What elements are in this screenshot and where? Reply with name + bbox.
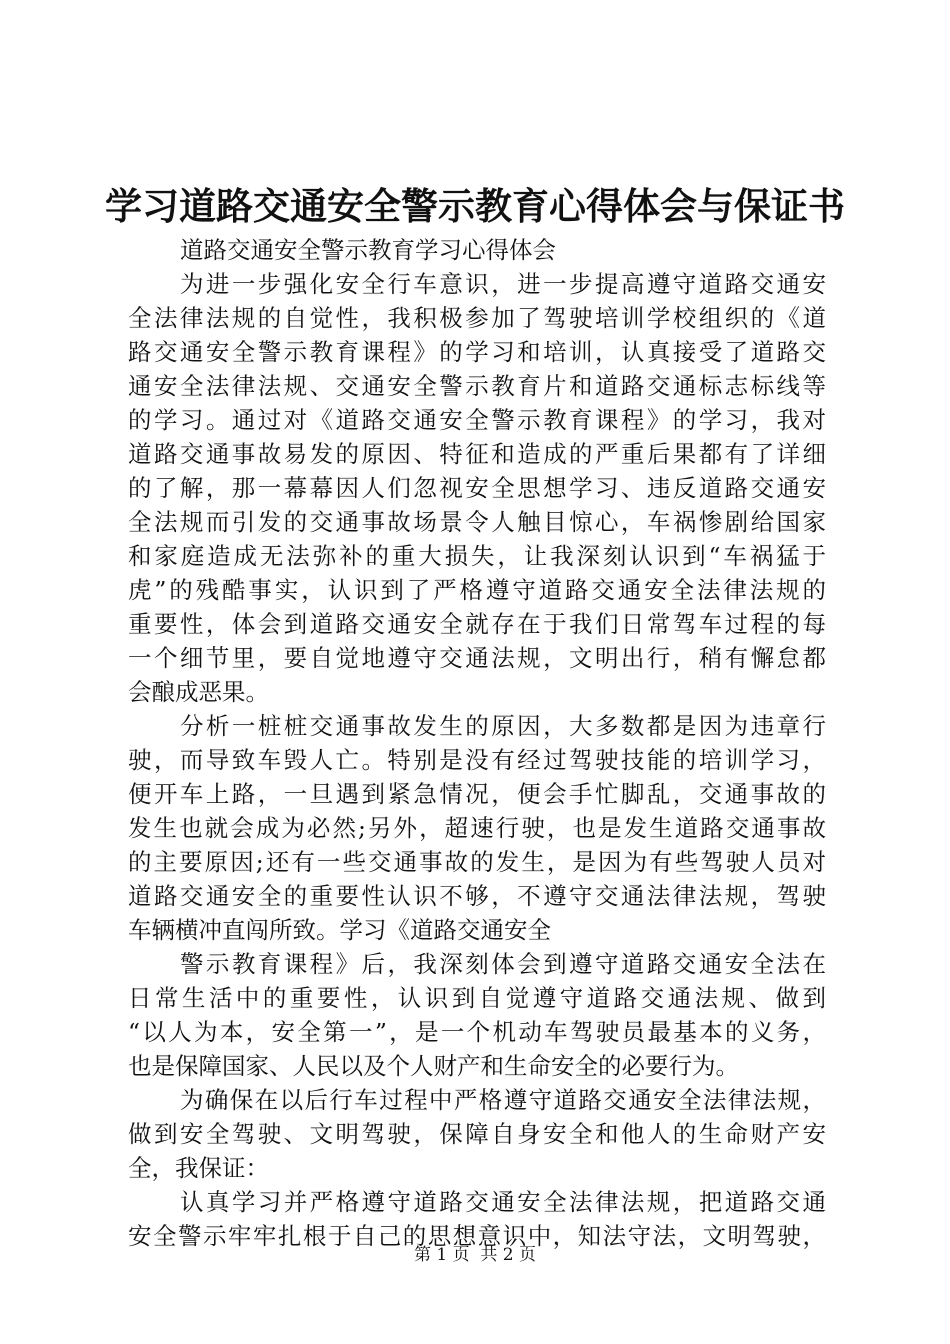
text-line: 重要性，体会到道路交通安全就存在于我们日常驾车过程的每 bbox=[128, 610, 826, 638]
text-line: 安全警示牢牢扎根于自己的思想意识中，知法守法，文明驾驶， bbox=[128, 1222, 826, 1250]
text-line: 日常生活中的重要性，认识到自觉遵守道路交通法规、做到 bbox=[128, 984, 826, 1012]
text-line: 的了解，那一幕幕因人们忽视安全思想学习、违反道路交通安 bbox=[128, 474, 826, 502]
text-line: 全法规而引发的交通事故场景令人触目惊心，车祸惨剧给国家 bbox=[128, 508, 826, 536]
text-line: 的学习。通过对《道路交通安全警示教育课程》的学习，我对 bbox=[128, 406, 826, 434]
text-line: 的主要原因;还有一些交通事故的发生，是因为有些驾驶人员对 bbox=[128, 848, 826, 876]
text-line: 分析一桩桩交通事故发生的原因，大多数都是因为违章行 bbox=[180, 712, 826, 740]
text-line: 认真学习并严格遵守道路交通安全法律法规，把道路交通 bbox=[180, 1188, 826, 1216]
document-title: 学习道路交通安全警示教育心得体会与保证书 bbox=[105, 184, 845, 228]
text-line: 一个细节里，要自觉地遵守交通法规，文明出行，稍有懈怠都 bbox=[128, 644, 826, 672]
text-line: 做到安全驾驶、文明驾驶，保障自身安全和他人的生命财产安 bbox=[128, 1120, 826, 1148]
text-line: 便开车上路，一旦遇到紧急情况，便会手忙脚乱，交通事故的 bbox=[128, 780, 826, 808]
text-line: 道路交通安全警示教育学习心得体会 bbox=[180, 236, 556, 264]
page-footer: 第 1 页 共 2 页 bbox=[413, 1245, 537, 1265]
text-line: 道路交通安全的重要性认识不够，不遵守交通法律法规，驾驶 bbox=[128, 882, 826, 910]
text-line: 和家庭造成无法弥补的重大损失，让我深刻认识到“车祸猛于 bbox=[128, 542, 826, 570]
text-line: 警示教育课程》后，我深刻体会到遵守道路交通安全法在 bbox=[180, 950, 826, 978]
document-body bbox=[128, 233, 826, 1253]
text-line: 路交通安全警示教育课程》的学习和培训，认真接受了道路交 bbox=[128, 338, 826, 366]
text-line: 为进一步强化安全行车意识，进一步提高遵守道路交通安 bbox=[180, 270, 826, 298]
text-line: 会酿成恶果。 bbox=[128, 678, 269, 706]
text-line: 为确保在以后行车过程中严格遵守道路交通安全法律法规， bbox=[180, 1086, 826, 1114]
text-line: “以人为本，安全第一”，是一个机动车驾驶员最基本的义务， bbox=[128, 1018, 826, 1046]
text-line: 也是保障国家、人民以及个人财产和生命安全的必要行为。 bbox=[128, 1052, 739, 1080]
text-line: 全法律法规的自觉性，我积极参加了驾驶培训学校组织的《道 bbox=[128, 304, 826, 332]
text-line: 全，我保证： bbox=[128, 1154, 269, 1182]
text-line: 车辆横冲直闯所致。学习《道路交通安全 bbox=[128, 916, 551, 944]
text-line: 道路交通事故易发的原因、特征和造成的严重后果都有了详细 bbox=[128, 440, 826, 468]
text-line: 驶，而导致车毁人亡。特别是没有经过驾驶技能的培训学习， bbox=[128, 746, 826, 774]
text-line: 虎”的残酷事实，认识到了严格遵守道路交通安全法律法规的 bbox=[128, 576, 826, 604]
text-line: 通安全法律法规、交通安全警示教育片和道路交通标志标线等 bbox=[128, 372, 826, 400]
text-line: 发生也就会成为必然;另外，超速行驶，也是发生道路交通事故 bbox=[128, 814, 826, 842]
